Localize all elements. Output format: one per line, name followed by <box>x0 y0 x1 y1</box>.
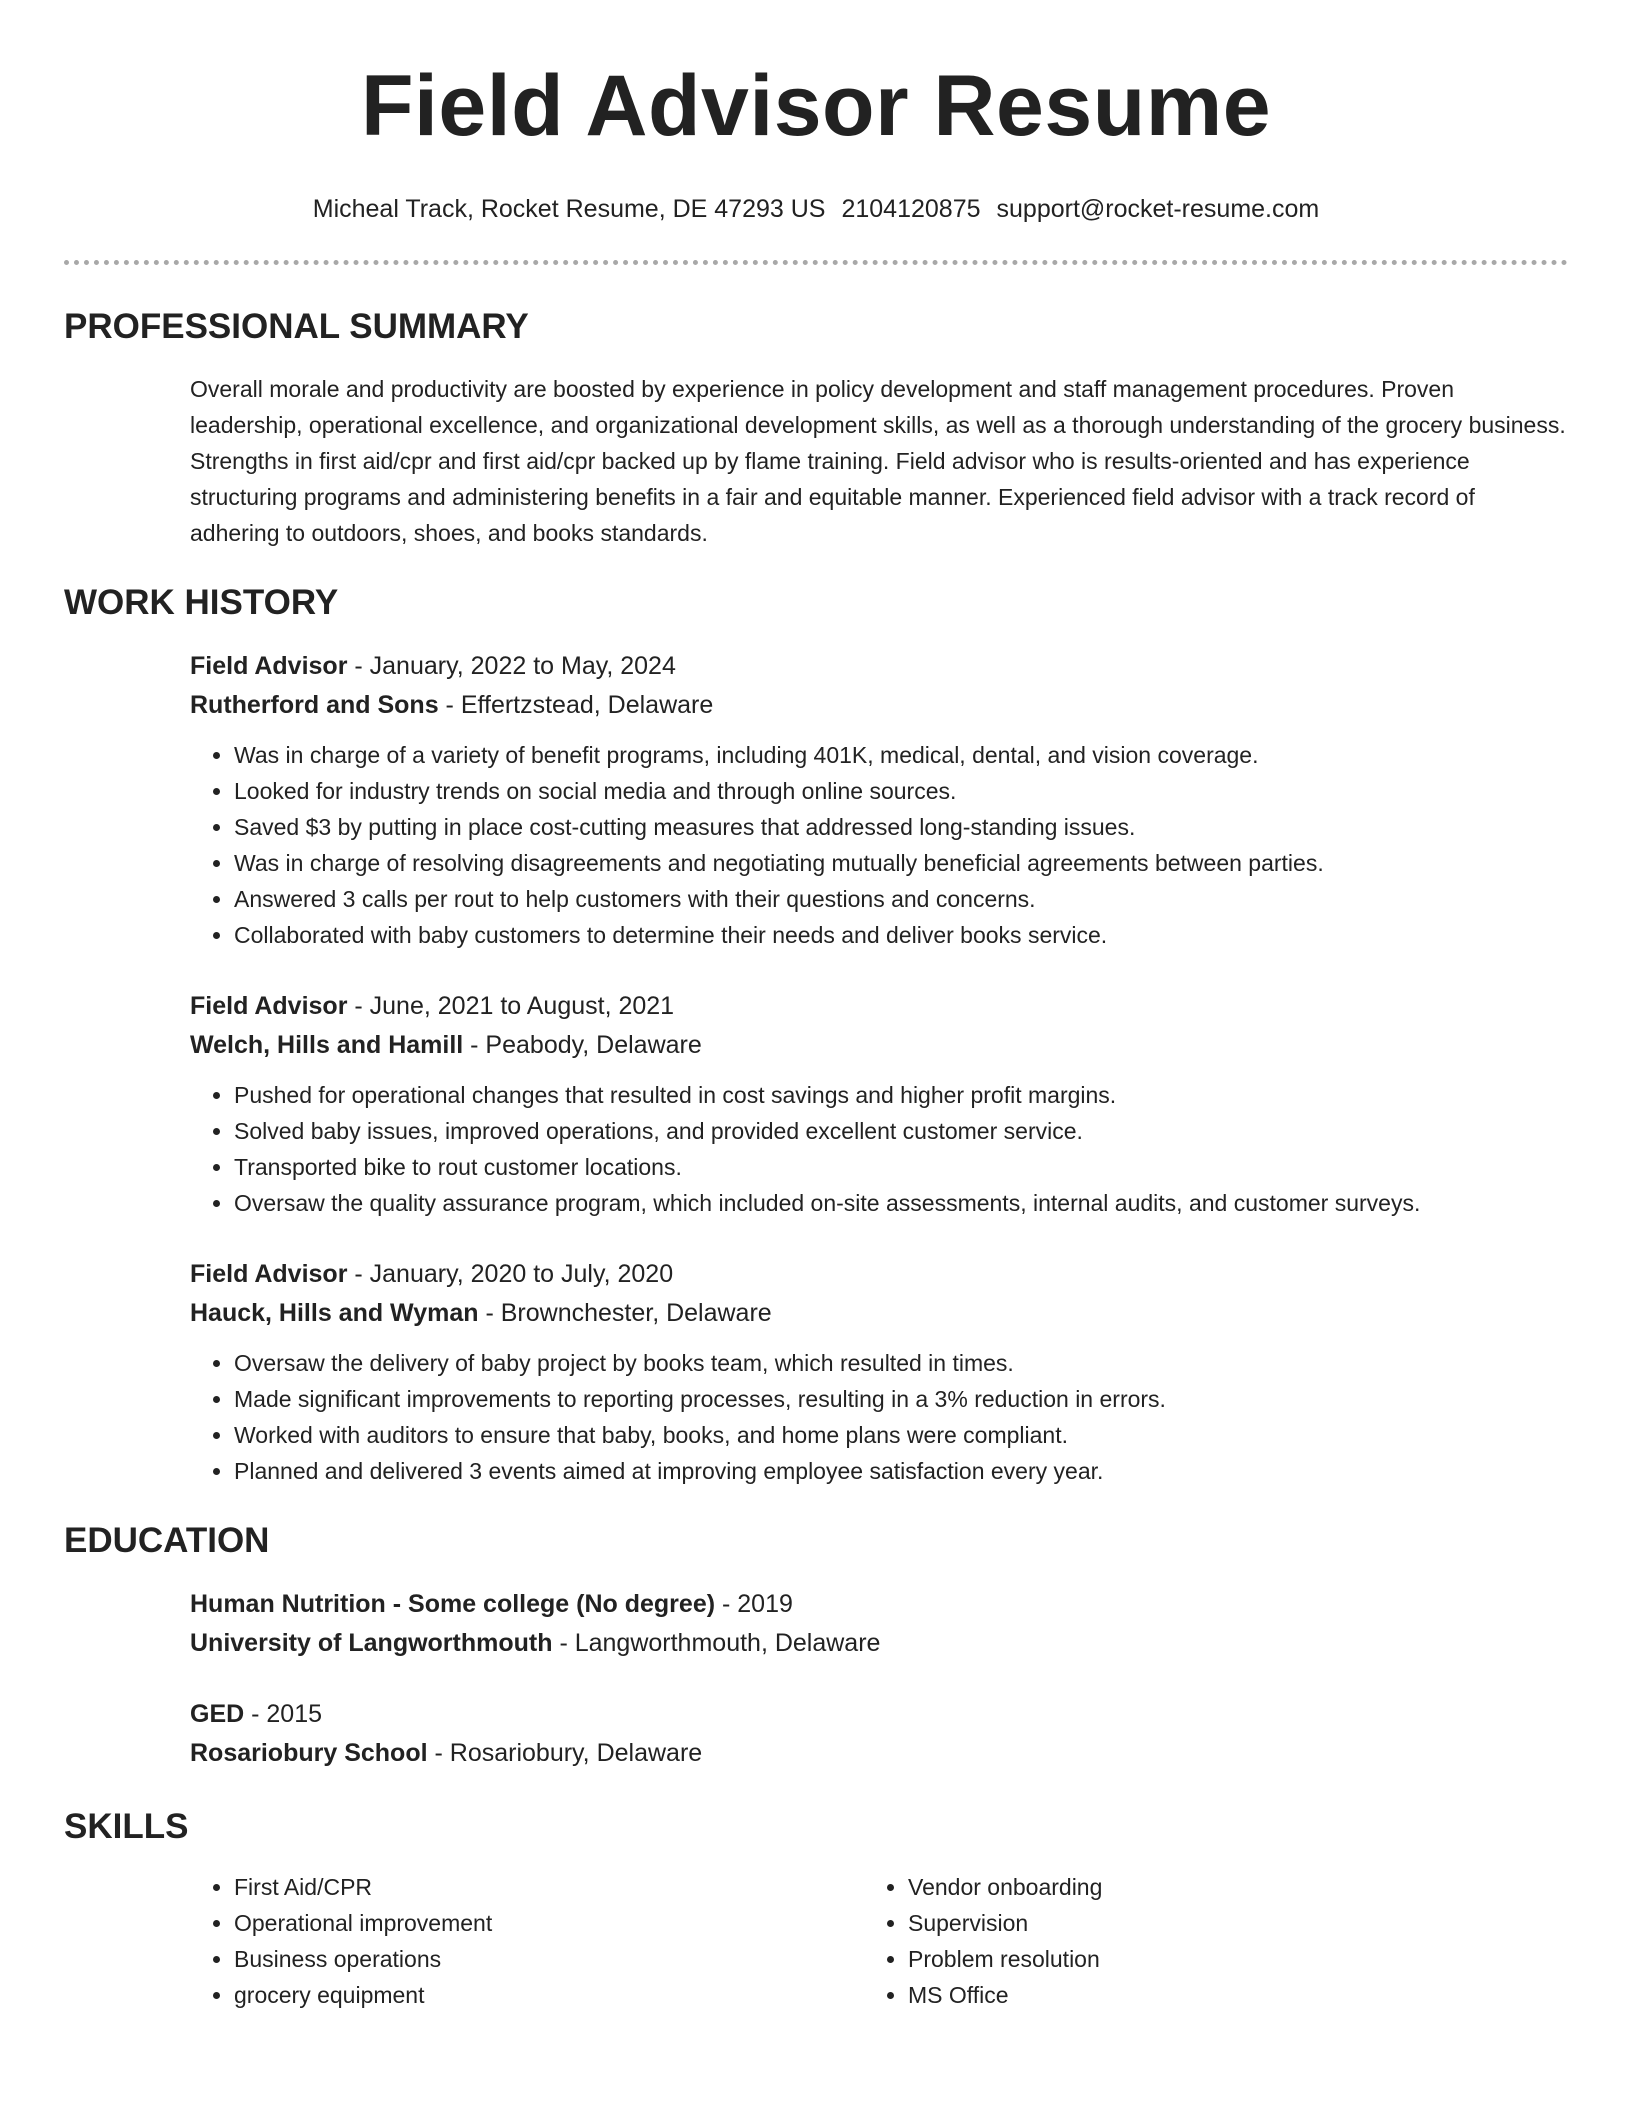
job-title-line <box>190 1255 1568 1294</box>
job-company-line <box>190 686 1568 725</box>
degree-line <box>190 1695 1568 1734</box>
job-entry <box>190 1255 1568 1489</box>
school-location: - Rosariobury, Delaware <box>427 1739 703 1767</box>
job-company-line <box>190 1026 1568 1065</box>
job-company: Rutherford and Sons <box>190 691 439 719</box>
job-dates: - January, 2020 to July, 2020 <box>347 1260 674 1288</box>
job-company: Hauck, Hills and Wyman <box>190 1299 479 1327</box>
skills-heading: SKILLS <box>64 1807 189 1846</box>
skills-column-right <box>864 1869 1538 2013</box>
list-item: • Answered 3 calls per rout to help customers with their questions and concerns. <box>234 881 1568 917</box>
list-item: • Made significant improvements to reporting processes, resulting in a 3% reduction in errors. <box>234 1381 1568 1417</box>
skill-item: • Vendor onboarding <box>908 1869 1538 1905</box>
skills-section <box>64 1805 1568 2013</box>
job-title: Field Advisor <box>190 992 348 1020</box>
work-history-section <box>64 581 1568 1489</box>
job-bullets <box>190 737 1568 953</box>
skill-item: • Problem resolution <box>908 1941 1538 1977</box>
list-item: • Oversaw the quality assurance program, which included on-site assessments, internal audits, and customer surveys. <box>234 1185 1568 1221</box>
list-item: • Oversaw the delivery of baby project by books team, which resulted in times. <box>234 1345 1568 1381</box>
school-line <box>190 1734 1568 1773</box>
education-entry <box>190 1695 1568 1773</box>
job-title: Field Advisor <box>190 1260 348 1288</box>
list-item: • Pushed for operational changes that resulted in cost savings and higher profit margins. <box>234 1077 1568 1113</box>
list-item: • Collaborated with baby customers to determine their needs and deliver books service. <box>234 917 1568 953</box>
job-title: Field Advisor <box>190 652 348 680</box>
education-section <box>64 1519 1568 1773</box>
job-location: - Peabody, Delaware <box>463 1031 702 1059</box>
list-item: • Looked for industry trends on social media and through online sources. <box>234 773 1568 809</box>
job-entry <box>190 987 1568 1221</box>
job-title-line <box>190 647 1568 686</box>
contact-email: support@rocket-resume.com <box>996 195 1320 223</box>
degree-year: - 2015 <box>244 1700 323 1728</box>
skills-column-left <box>190 1869 864 2013</box>
list-item: • Planned and delivered 3 events aimed at improving employee satisfaction every year. <box>234 1453 1568 1489</box>
skill-item: • grocery equipment <box>234 1977 864 2013</box>
skill-item: • Business operations <box>234 1941 864 1977</box>
school: Rosariobury School <box>190 1739 428 1767</box>
header-divider <box>64 260 1568 265</box>
job-location: - Effertzstead, Delaware <box>438 691 714 719</box>
job-entry <box>190 647 1568 953</box>
skill-item: • MS Office <box>908 1977 1538 2013</box>
list-item: • Was in charge of a variety of benefit programs, including 401K, medical, dental, and vision coverage. <box>234 737 1568 773</box>
contact-address: Micheal Track, Rocket Resume, DE 47293 US <box>312 195 826 223</box>
school-location: - Langworthmouth, Delaware <box>552 1629 881 1657</box>
list-item: • Transported bike to rout customer locations. <box>234 1149 1568 1185</box>
education-entry <box>190 1585 1568 1663</box>
contact-line <box>64 192 1568 226</box>
resume-title: Field Advisor Resume <box>360 58 1272 154</box>
job-company-line <box>190 1294 1568 1333</box>
skill-item: • First Aid/CPR <box>234 1869 864 1905</box>
contact-phone: 2104120875 <box>841 195 981 223</box>
degree: GED <box>190 1700 245 1728</box>
job-company: Welch, Hills and Hamill <box>190 1031 464 1059</box>
summary-heading: PROFESSIONAL SUMMARY <box>64 307 529 346</box>
list-item: • Worked with auditors to ensure that baby, books, and home plans were compliant. <box>234 1417 1568 1453</box>
degree: Human Nutrition - Some college (No degree) <box>190 1590 716 1618</box>
list-item: • Was in charge of resolving disagreements and negotiating mutually beneficial agreements between parties. <box>234 845 1568 881</box>
skills-columns <box>190 1869 1568 2013</box>
degree-line <box>190 1585 1568 1624</box>
list-item: • Solved baby issues, improved operations, and provided excellent customer service. <box>234 1113 1568 1149</box>
job-location: - Brownchester, Delaware <box>478 1299 772 1327</box>
list-item: • Saved $3 by putting in place cost-cutting measures that addressed long-standing issues. <box>234 809 1568 845</box>
skill-item: • Operational improvement <box>234 1905 864 1941</box>
job-bullets <box>190 1345 1568 1489</box>
job-dates: - June, 2021 to August, 2021 <box>347 992 675 1020</box>
summary-section <box>64 305 1568 551</box>
job-title-line <box>190 987 1568 1026</box>
job-dates: - January, 2022 to May, 2024 <box>347 652 676 680</box>
summary-text: Overall morale and productivity are boosted by experience in policy development and staff management procedures. Proven leadership, operational excellence, and organizational development skills, as well as a thorough understanding of the grocery business. Strengths in first aid/cpr and first aid/cpr backed up by flame training. Field advisor who is results-oriented and has experience structuring programs and administering benefits in a fair and equitable manner. Experienced field advisor with a track record of adhering to outdoors, shoes, and books standards. <box>190 376 1566 546</box>
school-line <box>190 1624 1568 1663</box>
skill-item: • Supervision <box>908 1905 1538 1941</box>
school: University of Langworthmouth <box>190 1629 553 1657</box>
work-history-heading: WORK HISTORY <box>64 583 339 622</box>
resume-page <box>64 0 1568 2013</box>
education-heading: EDUCATION <box>64 1521 270 1560</box>
job-bullets <box>190 1077 1568 1221</box>
degree-year: - 2019 <box>715 1590 793 1618</box>
